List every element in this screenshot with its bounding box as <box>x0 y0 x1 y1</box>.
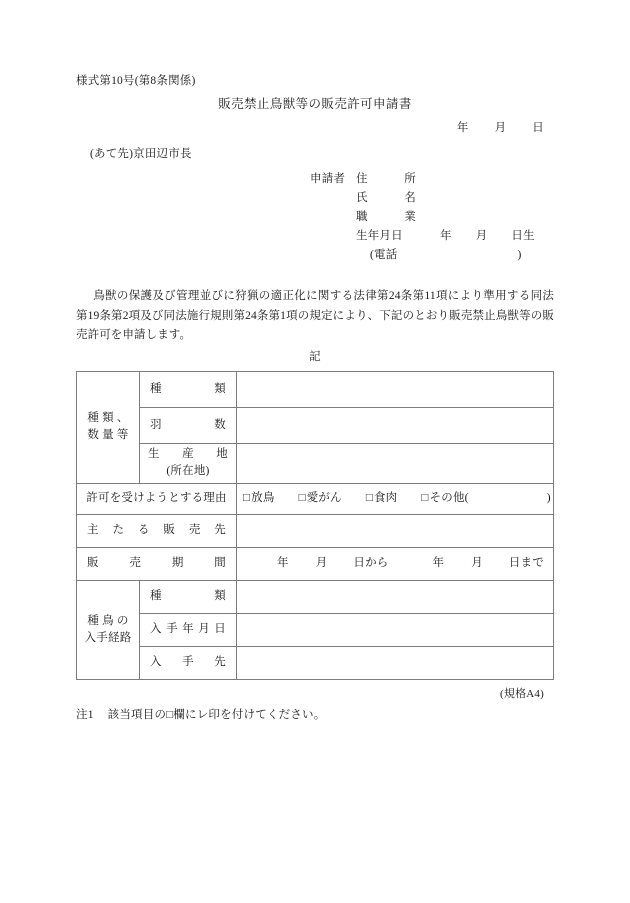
applicant-birthdate-label: 生年月日 <box>356 230 403 242</box>
table-row <box>77 547 554 580</box>
applicant-birthdate-value <box>416 227 554 246</box>
main-buyer-char: 販 <box>163 524 176 536</box>
applicant-occupation-row <box>310 208 554 227</box>
breeding-source-group-label <box>77 580 140 679</box>
footnote <box>76 706 554 724</box>
submission-date-line <box>76 118 554 138</box>
kind-qty-label-line1: 種 類 、 <box>87 412 129 424</box>
count-value-field[interactable] <box>237 407 554 443</box>
period-to-day: 日まで <box>508 557 545 569</box>
checkbox-option-meat[interactable] <box>366 490 398 507</box>
origin-value-field[interactable] <box>237 443 554 483</box>
count-label-a: 羽 <box>150 418 162 431</box>
applicant-name-label-a: 氏 <box>356 192 368 204</box>
period-to-year: 年 <box>432 557 445 569</box>
applicant-name-label-b: 名 <box>404 192 416 204</box>
application-table <box>76 371 554 680</box>
date-year-label: 年 <box>456 122 469 134</box>
sales-period-label-cell <box>77 547 237 580</box>
main-buyer-label-cell <box>77 514 237 547</box>
table-row <box>77 580 554 613</box>
reason-label: 許可を受けようとする理由 <box>86 492 227 504</box>
applicant-address-row <box>310 170 554 189</box>
main-buyer-char: る <box>137 524 150 536</box>
applicant-name-row <box>310 189 554 208</box>
checkbox-option-release[interactable] <box>243 490 275 507</box>
document-title: 販売禁止鳥獣等の販売許可申請書 <box>218 97 412 111</box>
origin-label-c: 地 <box>216 448 228 460</box>
period-from-year: 年 <box>277 557 289 569</box>
footnote-text: 該当項目の□欄にレ印を付けてください。 <box>107 708 326 721</box>
birth-year-label: 年 <box>440 230 452 242</box>
main-buyer-value-field[interactable] <box>237 514 554 547</box>
breeding-kind-label-a: 種 <box>150 590 162 602</box>
sales-period-char: 販 <box>87 557 99 569</box>
main-buyer-char: 先 <box>214 524 226 536</box>
checkbox-icon: □ <box>243 492 251 504</box>
period-to-month: 月 <box>471 557 483 569</box>
breeding-source-label-line1: 種 鳥 の <box>87 614 129 627</box>
table-row <box>77 514 554 547</box>
checkbox-option-release-label: 放鳥 <box>251 492 275 504</box>
applicant-occupation-label <box>356 208 416 227</box>
phone-close-paren: ) <box>517 249 522 261</box>
applicant-address-label <box>356 170 416 189</box>
period-from-day: 日から <box>353 557 389 569</box>
paper-spec: (規格A4) <box>500 687 544 700</box>
table-row <box>77 407 554 443</box>
applicant-occupation-label-b: 業 <box>404 211 416 223</box>
footnote-tag: 注1 <box>76 708 94 721</box>
other-close-paren: ) <box>546 492 551 504</box>
sales-period-value-cell[interactable] <box>237 547 554 580</box>
breeding-kind-value-field[interactable] <box>237 580 554 613</box>
table-row <box>77 613 554 646</box>
kind-qty-label-line2: 数 量 等 <box>87 429 129 441</box>
acquisition-date-char: 年 <box>182 623 194 635</box>
form-number: 様式第10号(第8条関係) <box>76 75 196 87</box>
date-month-label: 月 <box>494 122 507 134</box>
checkbox-icon: □ <box>421 492 429 504</box>
acquisition-source-value-field[interactable] <box>237 646 554 679</box>
kind-qty-group-label <box>77 371 140 483</box>
checkbox-icon: □ <box>298 492 306 504</box>
applicant-birthdate-row <box>310 227 554 246</box>
acquisition-source-label-cell <box>140 646 237 679</box>
origin-label-cell <box>140 443 237 483</box>
checkbox-option-meat-label: 食肉 <box>373 492 398 504</box>
breeding-kind-label-b: 類 <box>214 590 226 602</box>
sales-period-char: 間 <box>214 557 226 569</box>
acquisition-date-char: 月 <box>198 623 210 635</box>
birth-day-label: 日生 <box>511 230 535 242</box>
applicant-occupation-label-a: 職 <box>356 211 368 223</box>
count-label-cell <box>140 407 237 443</box>
kind-label-a: 種 <box>150 382 162 395</box>
breeding-kind-label-cell <box>140 580 237 613</box>
acquisition-date-char: 入 <box>150 623 162 635</box>
acquisition-date-value-field[interactable] <box>237 613 554 646</box>
table-row <box>77 646 554 679</box>
main-buyer-char: 売 <box>188 524 201 536</box>
period-from-month: 月 <box>315 557 328 569</box>
acquisition-source-label-mid: 手 <box>182 656 194 668</box>
origin-label-b: 産 <box>182 448 194 460</box>
applicant-name-label <box>356 189 416 208</box>
applicant-tag: 申請者 <box>310 173 346 185</box>
ki-marker: 記 <box>309 350 321 363</box>
table-row <box>77 443 554 483</box>
sales-period-char: 期 <box>171 557 184 569</box>
document-content <box>76 72 554 724</box>
origin-label-a: 生 <box>148 448 160 460</box>
checkbox-option-pet[interactable] <box>299 490 342 507</box>
other-open-paren: ( <box>464 492 469 504</box>
acquisition-date-char: 日 <box>214 623 226 635</box>
table-row <box>77 483 554 514</box>
reason-options-cell <box>237 483 554 514</box>
kind-label-b: 類 <box>214 382 226 395</box>
phone-open-paren: (電話 <box>370 249 398 261</box>
origin-sublabel: (所在地) <box>166 465 210 477</box>
acquisition-date-char: 手 <box>166 623 178 635</box>
addressee: (あて先)京田辺市長 <box>90 148 192 160</box>
checkbox-option-other[interactable] <box>421 490 550 507</box>
legal-statement-text: 鳥獣の保護及び管理並びに狩猟の適正化に関する法律第24条第11項により準用する同法第19条第2項及び同法施行規則第24条第1項の規定により、下記のとおり販売禁止鳥獣等の販売許可を申請します。 <box>76 290 554 341</box>
legal-statement <box>76 287 554 346</box>
date-day-label: 日 <box>532 122 544 134</box>
birth-month-label: 月 <box>475 230 488 242</box>
reason-label-cell <box>77 483 237 514</box>
checkbox-icon: □ <box>365 492 373 504</box>
applicant-phone-row <box>310 246 554 265</box>
acquisition-source-label-a: 入 <box>150 656 162 668</box>
kind-value-field[interactable] <box>237 371 554 407</box>
applicant-address-label-a: 住 <box>356 173 368 185</box>
breeding-source-label-line2: 入手経路 <box>84 631 132 644</box>
count-label-b: 数 <box>214 418 226 431</box>
checkbox-option-pet-label: 愛がん <box>306 492 342 504</box>
table-row <box>77 371 554 407</box>
acquisition-date-label-cell <box>140 613 237 646</box>
applicant-block <box>76 170 554 265</box>
sales-period-char: 売 <box>129 557 142 569</box>
main-buyer-char: 主 <box>87 524 99 536</box>
applicant-address-label-b: 所 <box>404 173 416 185</box>
acquisition-source-label-b: 先 <box>214 656 226 668</box>
checkbox-option-other-label: その他 <box>429 492 465 504</box>
main-buyer-char: た <box>112 524 125 536</box>
kind-label-cell <box>140 371 237 407</box>
